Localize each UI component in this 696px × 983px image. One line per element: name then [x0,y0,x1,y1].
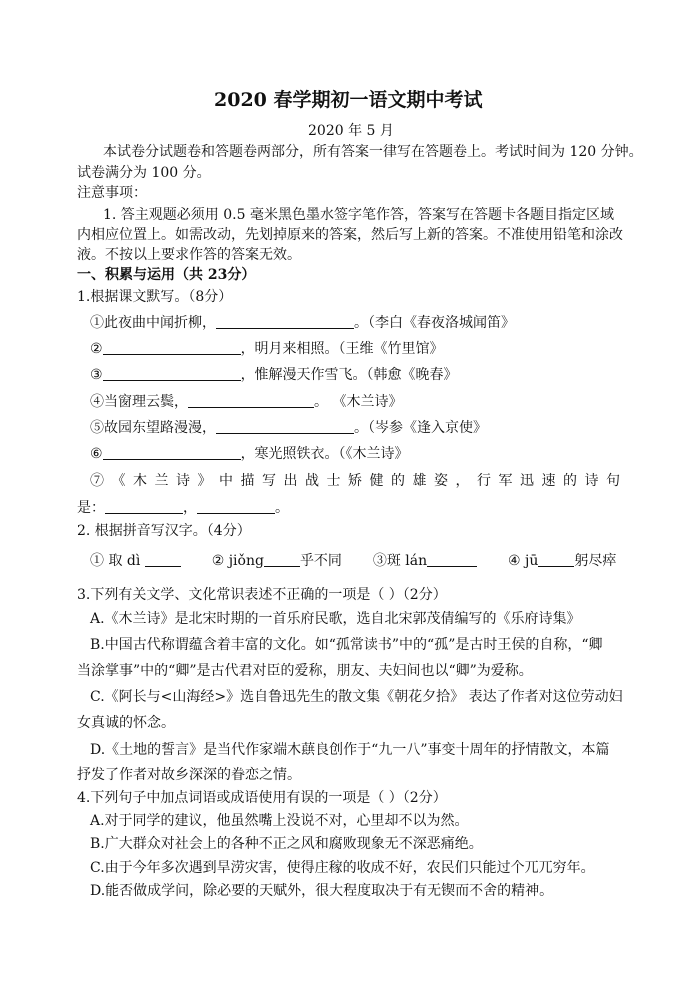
q1-item-6-suffix: ，寒光照铁衣。（《木兰诗》 [240,446,409,462]
q4-option-b: B.广大群众对社会上的各种不正之风和腐败现象无不深恶痛绝。 [90,836,483,852]
q2-item-2-prefix: ② jiǒng [211,553,264,569]
q2-item-4-prefix: ④ jū [508,553,539,569]
q1-item-3-prefix: ③ [90,367,103,383]
q2-item-2-blank[interactable] [264,552,300,567]
q1-item-5 [90,419,487,437]
q1-item-4-blank[interactable] [188,393,314,408]
q2-item-2-suffix: 乎不同 [299,553,342,569]
q1-item-3-suffix: ，惟解漫天作雪飞。（韩愈《晚春》 [240,367,458,383]
q2-item-1-prefix: ① 取 dì [90,553,141,569]
q4-option-a: A.对于同学的建议，他虽然嘴上没说不对，心里却不以为然。 [90,813,469,829]
q1-item-1-prefix: ①此夜曲中闻折柳， [90,315,216,331]
q1-item-7-end: 。 [275,500,289,516]
q1-item-7-blank-1[interactable] [105,499,183,514]
q2-item-4-blank[interactable] [538,552,574,567]
q1-item-6-prefix: ⑥ [90,446,103,462]
section-1-heading: 一、积累与运用（共 23分） [77,267,256,283]
intro-line-1: 本试卷分试题卷和答题卷两部分，所有答案一律写在答题卷上。考试时间为 120 分钟。 [103,144,643,160]
q1-item-7-prefix: 是： [77,500,105,516]
q1-item-5-suffix: 。（岑参《逢入京使》 [354,420,487,436]
q1-item-2 [90,340,444,358]
q1-item-2-prefix: ② [90,341,103,357]
q1-item-1 [90,314,515,332]
q1-item-4 [90,393,402,411]
q1-item-2-suffix: ，明月来相照。（王维《竹里馆》 [240,341,444,357]
q1-item-6-blank[interactable] [103,445,241,460]
q2-item-3-prefix: ③斑 lán [372,553,428,569]
q1-item-7-blank-2[interactable] [197,499,275,514]
q3-option-c-line-1: C.《阿长与<山海经>》选自鲁迅先生的散文集《朝花夕拾》 表达了作者对这位劳动妇 [90,689,623,705]
q3-option-a: A.《木兰诗》是北宋时期的一首乐府民歌，选自北宋郭茂倩编写的《乐府诗集》 [90,611,581,627]
q1-item-4-prefix: ④当窗理云鬓， [90,394,188,410]
q2-item-1-blank[interactable] [145,552,181,567]
q2-items [90,552,616,570]
q3-option-b-line-1: B.中国古代称谓蕴含着丰富的文化。如“孤常读书”中的“孤”是古时王侯的自称，“卿 [90,637,603,653]
q1-item-7-line-1: ⑦《木兰诗》中描写出战士矫健的雄姿，行军迅速的诗句 [90,473,620,489]
q1-item-7-line-2 [77,499,289,517]
notice-line-3: 液。不按以上要求作答的答案无效。 [77,247,301,263]
notice-line-2: 内相应位置上。如需改动，先划掉原来的答案，然后写上新的答案。不准使用铅笔和涂改 [77,227,623,243]
q1-item-2-blank[interactable] [103,340,241,355]
question-4-stem: 4.下列句子中加点词语或成语使用有误的一项是（ ）（2分） [77,790,447,806]
question-3-stem: 3.下列有关文学、文化常识表述不正确的一项是（ ）（2分） [77,587,447,603]
q2-item-4-suffix: 躬尽瘁 [574,553,617,569]
q2-item-3-blank[interactable] [427,552,477,567]
q1-item-4-suffix: 。 《木兰诗》 [314,394,403,410]
q1-item-3-blank[interactable] [103,366,241,381]
notice-line-1: 1. 答主观题必须用 0.5 毫米黑色墨水签字笔作答，答案写在答题卡各题目指定区域 [103,207,614,223]
q3-option-d-line-2: 抒发了作者对故乡深深的眷恋之情。 [77,767,301,783]
q1-item-5-prefix: ⑤故园东望路漫漫， [90,420,216,436]
q4-option-c: C.由于今年多次遇到旱涝灾害，使得庄稼的收成不好，农民们只能过个兀兀穷年。 [90,860,595,876]
q1-item-7-separator: ， [183,500,197,516]
q3-option-b-line-2: 当涂掌事”中的“卿”是古代君对臣的爱称，朋友、夫妇间也以“卿”为爱称。 [77,663,533,679]
q1-item-1-blank[interactable] [216,314,354,329]
intro-line-2: 试卷满分为 100 分。 [77,165,211,181]
q1-item-1-suffix: 。（李白《春夜洛城闻笛》 [354,315,515,331]
q1-item-6 [90,445,409,463]
q1-item-3 [90,366,458,384]
q3-option-c-line-2: 女真诚的怀念。 [77,715,175,731]
page-title: 2020 春学期初一语文期中考试 [214,89,483,111]
q1-item-5-blank[interactable] [216,419,354,434]
exam-date: 2020 年 5 月 [308,123,394,139]
q3-option-d-line-1: D.《土地的誓言》是当代作家端木蕻良创作于“九一八”事变十周年的抒情散文，本篇 [90,742,610,758]
question-1-stem: 1.根据课文默写。（8分） [77,289,233,305]
question-2-stem: 2. 根据拼音写汉字。（4分） [77,523,251,539]
q4-option-d: D.能否做成学问，除必要的天赋外，很大程度取决于有无锲而不舍的精神。 [90,883,554,899]
notice-heading: 注意事项： [77,185,147,201]
